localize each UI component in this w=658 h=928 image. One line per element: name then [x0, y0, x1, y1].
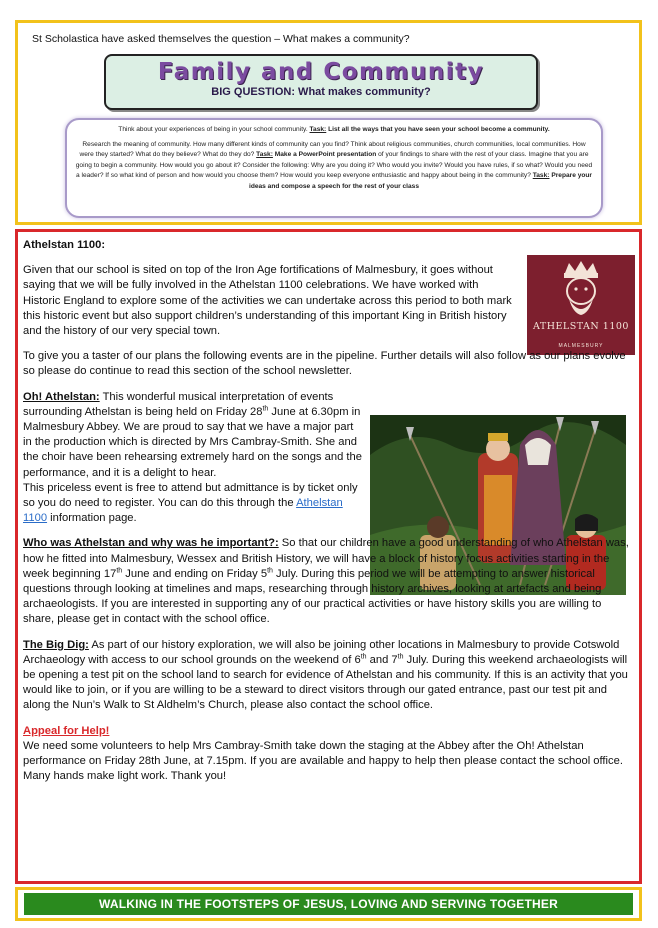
who-heading: Who was Athelstan and why was he important?: — [23, 537, 279, 550]
who-sup-1: th — [116, 567, 123, 575]
oh-text-a: This wonderful musical interpretation of events surrounding Athelstan is being held on Friday 28 — [23, 390, 334, 418]
task-2: Make a PowerPoint presentation — [274, 151, 377, 159]
section-heading: Athelstan 1100: — [23, 239, 106, 251]
logo-place: MALMESBURY — [558, 343, 604, 349]
dig-sup-2: th — [397, 653, 404, 661]
task-label: Task: — [532, 172, 550, 180]
oh-text-b: June at 6.30pm in Malmesbury Abbey. We are proud to say that we have a major part in the production which is directed by Mrs Cambray-Smith. She and the choir have been rehearsing extremely hard on the songs and the performance, and it is a delight to hear. — [23, 405, 362, 479]
paragraph-taster: To give you a taster of our plans the following events are in the pipeline. Further details will also follow as our plans evolve so please do continue to read this section of the school newsletter. — [23, 350, 626, 378]
footer-banner — [15, 887, 642, 921]
task-label: Task: — [256, 151, 273, 159]
task-line-1-text: Think about your experiences of being in your school community. — [118, 126, 308, 133]
paragraph-intro: Given that our school is sited on top of the Iron Age fortifications of Malmesbury, it goes without saying that we will be fully involved in the Athelstan 1100 celebrations. We have worked with Historic England to explore some of the activities we can undertake across this period to both mark this historic event but also support children’s understanding of this important King in British history and the history of our very special town. — [23, 264, 512, 338]
dig-text-c: July. During this weekend archaeologists will be opening a test pit on the school land to search for evidence of Athelstan and his community. If this is an activity that you would like to join, or if you are willing to be a steward to direct visitors through our gated entrance, past our test pit and along the Nun’s Walk to St Aldhelm’s Church, please also contact the school office. — [23, 653, 628, 712]
who-text-c: July. During this period we will be attempting to answer historical questions through looking at timelines and maps, researching through history archives, looking at artefacts and being archaeologists. If you are interested in supporting any of our practical activities or have history skills you are willing to share, please get in contact with the school office. — [23, 567, 602, 626]
banner-title: Family and Community — [157, 59, 485, 85]
task-box — [65, 118, 603, 218]
banner-subtitle: BIG QUESTION: What makes community? — [211, 86, 431, 98]
oh-sup: th — [262, 405, 269, 413]
footer-motto: WALKING IN THE FOOTSTEPS OF JESUS, LOVING AND SERVING TOGETHER — [24, 893, 633, 915]
task-p2-text-b: of your findings to share with the rest of your class. Imagine that you are going to begin a community. How would you go about it? Consider the following: Why are you doing it? Who would you invite? Would you have rules, if so what? Would you need a leader? If so what kind of person and how would you choose them? How would you keep everyone enthusiastic and happy about being in the community? — [75, 151, 593, 180]
paragraph-oh-athelstan — [23, 390, 365, 481]
task-3: Prepare your ideas and compose a speech for the rest of your class — [248, 172, 592, 190]
who-sup-2: th — [267, 567, 273, 575]
athelstan-section — [15, 229, 642, 884]
intro-text: St Scholastica have asked themselves the question – What makes a community? — [32, 33, 410, 45]
family-community-banner — [104, 54, 538, 110]
dig-text-b: and 7 — [369, 653, 398, 666]
athelstan-content — [23, 238, 633, 795]
task-line-1 — [75, 125, 593, 136]
oh-athelstan-heading: Oh! Athelstan: — [23, 390, 100, 403]
athelstan-1100-link[interactable]: Athelstan 1100 — [23, 497, 343, 525]
paragraph-big-dig — [23, 638, 633, 714]
big-dig-heading: The Big Dig: — [23, 638, 89, 651]
who-text-a: So that our children have a good understanding of who Athelstan was, how he fitted into Malmesbury, Wessex and British History, we will have a block of history focus activities starting in the week beginning 17 — [23, 537, 629, 580]
logo-name: ATHELSTAN 1100 — [533, 321, 629, 332]
task-1: List all the ways that you have seen your school become a community. — [328, 126, 550, 133]
dig-sup-1: th — [360, 653, 367, 661]
dig-text-a: As part of our history exploration, we will also be joining other locations in Malmesbury to provide Cotswold Archaeology with access to our school grounds on the weekend of 6 — [23, 638, 620, 666]
task-p2-text-a: Research the meaning of community. How many different kinds of community can you find? Think about religious communities, church communities, local communities. How were they started? What do they believe? What do they do? — [79, 140, 586, 159]
who-text-b: June and ending on Friday 5 — [125, 567, 268, 580]
paragraph-tickets — [23, 481, 365, 527]
paragraph-who-was-athelstan — [23, 536, 633, 627]
task-paragraph-2 — [75, 140, 593, 193]
community-section — [15, 20, 642, 225]
task-label: Task: — [309, 126, 327, 133]
tickets-text: This priceless event is free to attend but admittance is by ticket only so you do need to register. You can do this through the — [23, 481, 358, 510]
paragraph-appeal: We need some volunteers to help Mrs Cambray-Smith take down the staging at the Abbey after the Oh! Athelstan performance on Friday 28th June, at 7.15pm. If you are available and happy to help then please contact the school office. Many hands make light work. Thank you! — [23, 739, 623, 783]
tickets-text-end: information page. — [50, 512, 137, 525]
appeal-heading: Appeal for Help! — [23, 724, 110, 737]
